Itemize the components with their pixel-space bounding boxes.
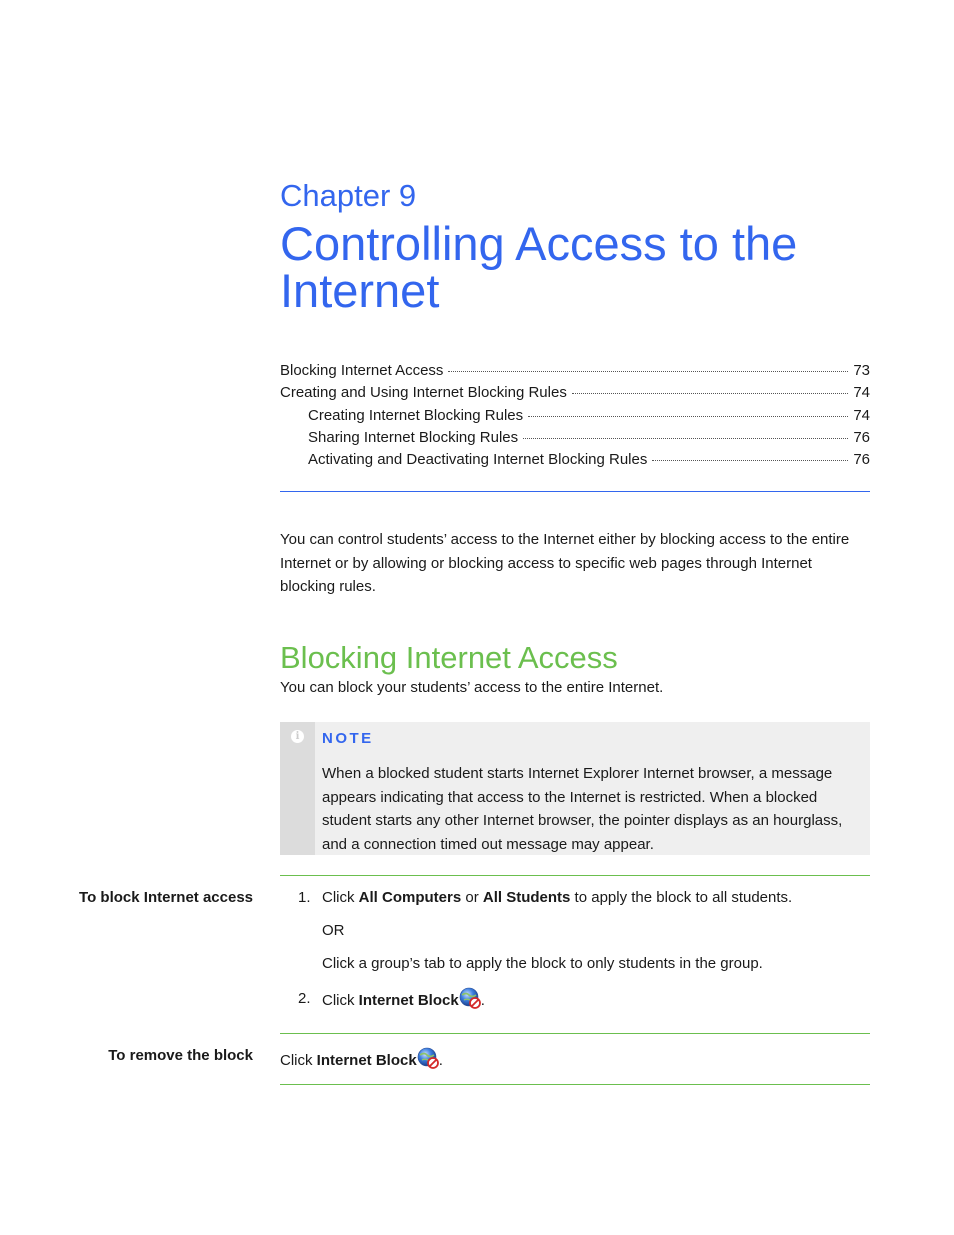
step-text-prefix: Click: [322, 889, 359, 906]
step-text-prefix: Click: [322, 992, 359, 1009]
toc-entry-page: 74: [853, 406, 870, 424]
chapter-title: Controlling Access to the Internet: [280, 217, 798, 317]
procedure-divider-bottom: [280, 1084, 870, 1085]
toc-entry-page: 74: [853, 384, 870, 402]
procedure-divider-top: [280, 875, 870, 876]
note-text: When a blocked student starts Internet Explorer Internet browser, a message appears indicating that access to the Internet is restricted. When a blocked student starts any other Internet browser, the pointer displays as an hourglass, and a connection timed out message may appear.: [322, 765, 843, 853]
alt-step-text: Click a group’s tab to apply the block to only students in the group.: [322, 955, 763, 972]
procedure-label-remove: To remove the block: [108, 1047, 253, 1064]
toc-entry-title: Blocking Internet Access: [280, 362, 444, 379]
toc-entry[interactable]: [280, 362, 870, 384]
internet-block-icon: [459, 987, 481, 1009]
all-students-term: All Students: [482, 889, 571, 906]
step-text-suffix: .: [480, 992, 485, 1009]
toc-divider: [280, 491, 870, 492]
toc-leader-dots: [572, 393, 848, 394]
or-text: OR: [322, 922, 345, 939]
internet-block-term: Internet Block: [316, 1052, 417, 1069]
toc-entry-title: Creating and Using Internet Blocking Rules: [280, 384, 567, 402]
internet-block-term: Internet Block: [358, 992, 459, 1009]
toc-subentry[interactable]: [280, 429, 870, 451]
note-label: NOTE: [322, 730, 374, 747]
section-heading: Blocking Internet Access: [280, 640, 618, 675]
step-number: 2.: [298, 990, 311, 1007]
remove-step-text: [280, 1047, 443, 1069]
internet-block-icon: [417, 1047, 439, 1069]
toc-leader-dots: [528, 416, 848, 417]
toc-leader-dots: [652, 460, 848, 461]
step-text-suffix: .: [438, 1052, 443, 1069]
note-gutter: [280, 722, 315, 855]
toc-entry-title: Sharing Internet Blocking Rules: [308, 428, 519, 446]
step-number: 1.: [298, 889, 311, 906]
toc-entry-page: 76: [853, 428, 870, 446]
procedure-label-block: To block Internet access: [79, 889, 253, 906]
intro-paragraph: You can control students’ access to the Internet either by blocking access to the entire Internet or by allowing or blocking access to specific web pages through Internet blocking rules.: [280, 531, 850, 595]
step-text-prefix: Click: [280, 1052, 317, 1069]
toc-entry-title: Activating and Deactivating Internet Blocking Rules: [308, 451, 648, 469]
table-of-contents: [280, 362, 870, 473]
chapter-label: Chapter 9: [280, 178, 417, 213]
step-1-text: [322, 889, 792, 906]
step-text-suffix: to apply the block to all students.: [570, 889, 793, 906]
all-computers-term: All Computers: [358, 889, 462, 906]
toc-entry[interactable]: [280, 384, 870, 406]
toc-entry-title: Creating Internet Blocking Rules: [308, 406, 524, 424]
toc-subentry[interactable]: [280, 407, 870, 429]
toc-subentry[interactable]: [280, 451, 870, 473]
step-text-mid: or: [461, 889, 483, 906]
toc-leader-dots: [448, 371, 848, 372]
procedure-divider-middle: [280, 1033, 870, 1034]
toc-entry-page: 73: [853, 362, 870, 379]
step-2-text: [322, 987, 485, 1009]
section-lead: You can block your students’ access to the entire Internet.: [280, 679, 664, 696]
note-box: [280, 722, 870, 855]
toc-entry-page: 76: [853, 451, 870, 469]
toc-leader-dots: [523, 438, 848, 439]
info-icon: i: [291, 730, 304, 743]
